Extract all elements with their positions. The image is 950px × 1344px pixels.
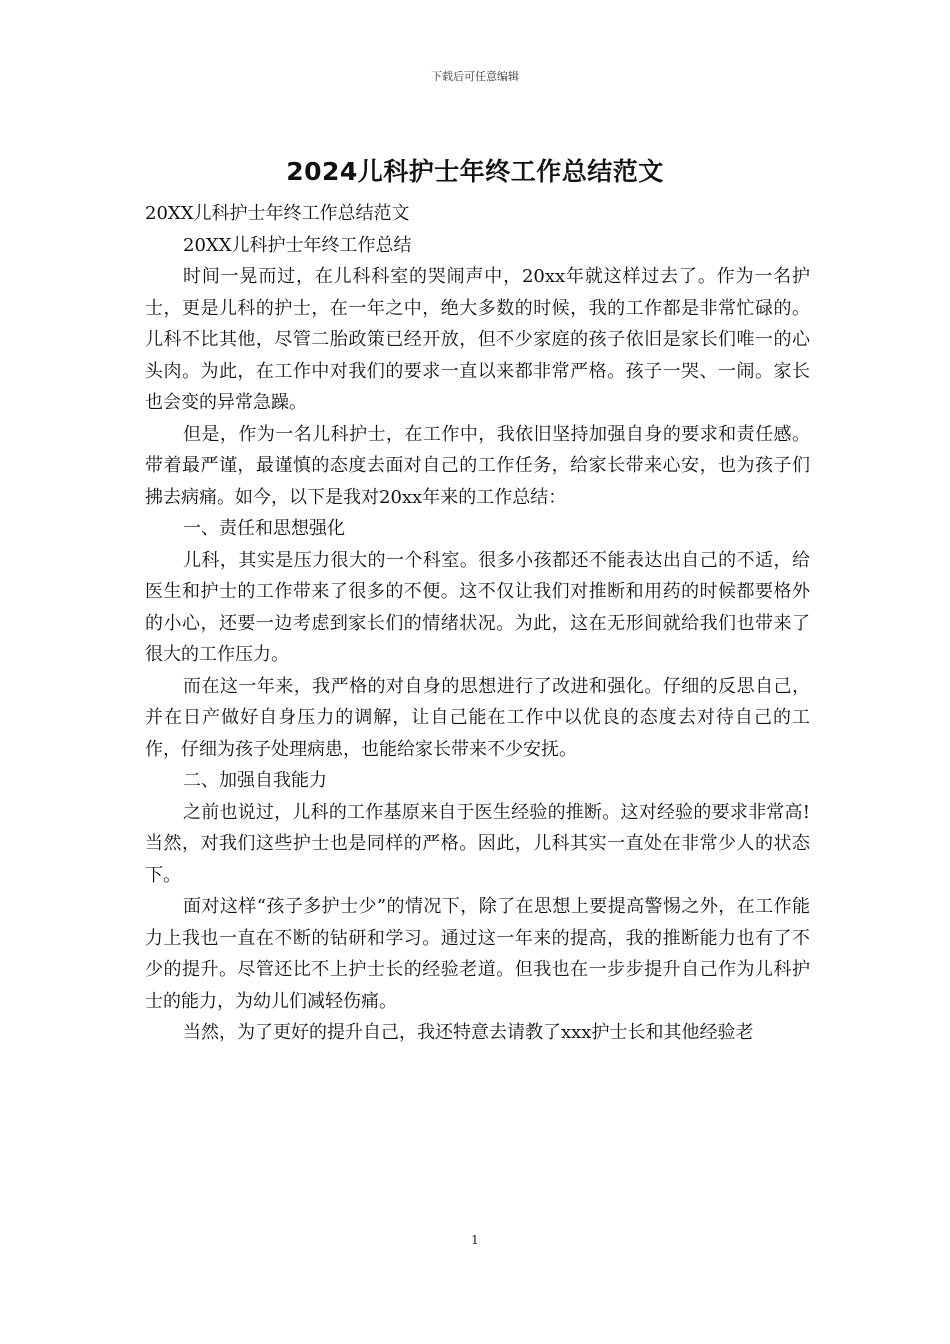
paragraph: 但是，作为一名儿科护士，在工作中，我依旧坚持加强自身的要求和责任感。带着最严谨，最谨慎的态度去面对自己的工作任务，给家长带来心安，也为孩子们拂去病痛。如今，以下是我对20xx年来的工作总结： [145, 423, 810, 508]
header-note: 下载后可任意编辑 [431, 70, 519, 83]
paragraph: 儿科，其实是压力很大的一个科室。很多小孩都还不能表达出自己的不适，给医生和护士的工作带来了很多的不便。这不仅让我们对推断和用药的时候都要格外的小心，还要一边考虑到家长们的情绪状况。为此，这在无形间就给我们也带来了很大的工作压力。 [145, 549, 810, 665]
section-heading-1: 一、责任和思想强化 [183, 518, 345, 539]
paragraph-subtitle: 20XX儿科护士年终工作总结范文 [145, 203, 410, 224]
paragraph: 时间一晃而过，在儿科科室的哭闹声中，20xx年就这样过去了。作为一名护士，更是儿科的护士，在一年之中，绝大多数的时候，我的工作都是非常忙碌的。儿科不比其他，尽管二胎政策已经开放，但不少家庭的孩子依旧是家长们唯一的心头肉。为此，在工作中对我们的要求一直以来都非常严格。孩子一哭、一闹。家长也会变的异常急躁。 [145, 266, 810, 413]
paragraph-heading: 20XX儿科护士年终工作总结 [183, 234, 412, 256]
document-body [145, 198, 810, 1049]
document-title: 2024儿科护士年终工作总结范文 [286, 157, 664, 186]
page-number: 1 [471, 1233, 479, 1247]
paragraph: 面对这样“孩子多护士少”的情况下，除了在思想上要提高警惕之外，在工作能力上我也一直在不断的钻研和学习。通过这一年来的提高，我的推断能力也有了不少的提升。尽管还比不上护士长的经验老道。但我也在一步步提升自己作为儿科护士的能力，为幼儿们减轻伤痛。 [145, 896, 810, 1012]
paragraph: 之前也说过，儿科的工作基原来自于医生经验的推断。这对经验的要求非常高!当然，对我们这些护士也是同样的严格。因此，儿科其实一直处在非常少人的状态下。 [145, 801, 810, 886]
paragraph: 当然，为了更好的提升自己，我还特意去请教了xxx护士长和其他经验老 [183, 1022, 754, 1043]
section-heading-2: 二、加强自我能力 [183, 770, 327, 791]
paragraph: 而在这一年来，我严格的对自身的思想进行了改进和强化。仔细的反思自己，并在日产做好自身压力的调解，让自己能在工作中以优良的态度去对待自己的工作，仔细为孩子处理病患，也能给家长带来不少安抚。 [145, 675, 810, 760]
